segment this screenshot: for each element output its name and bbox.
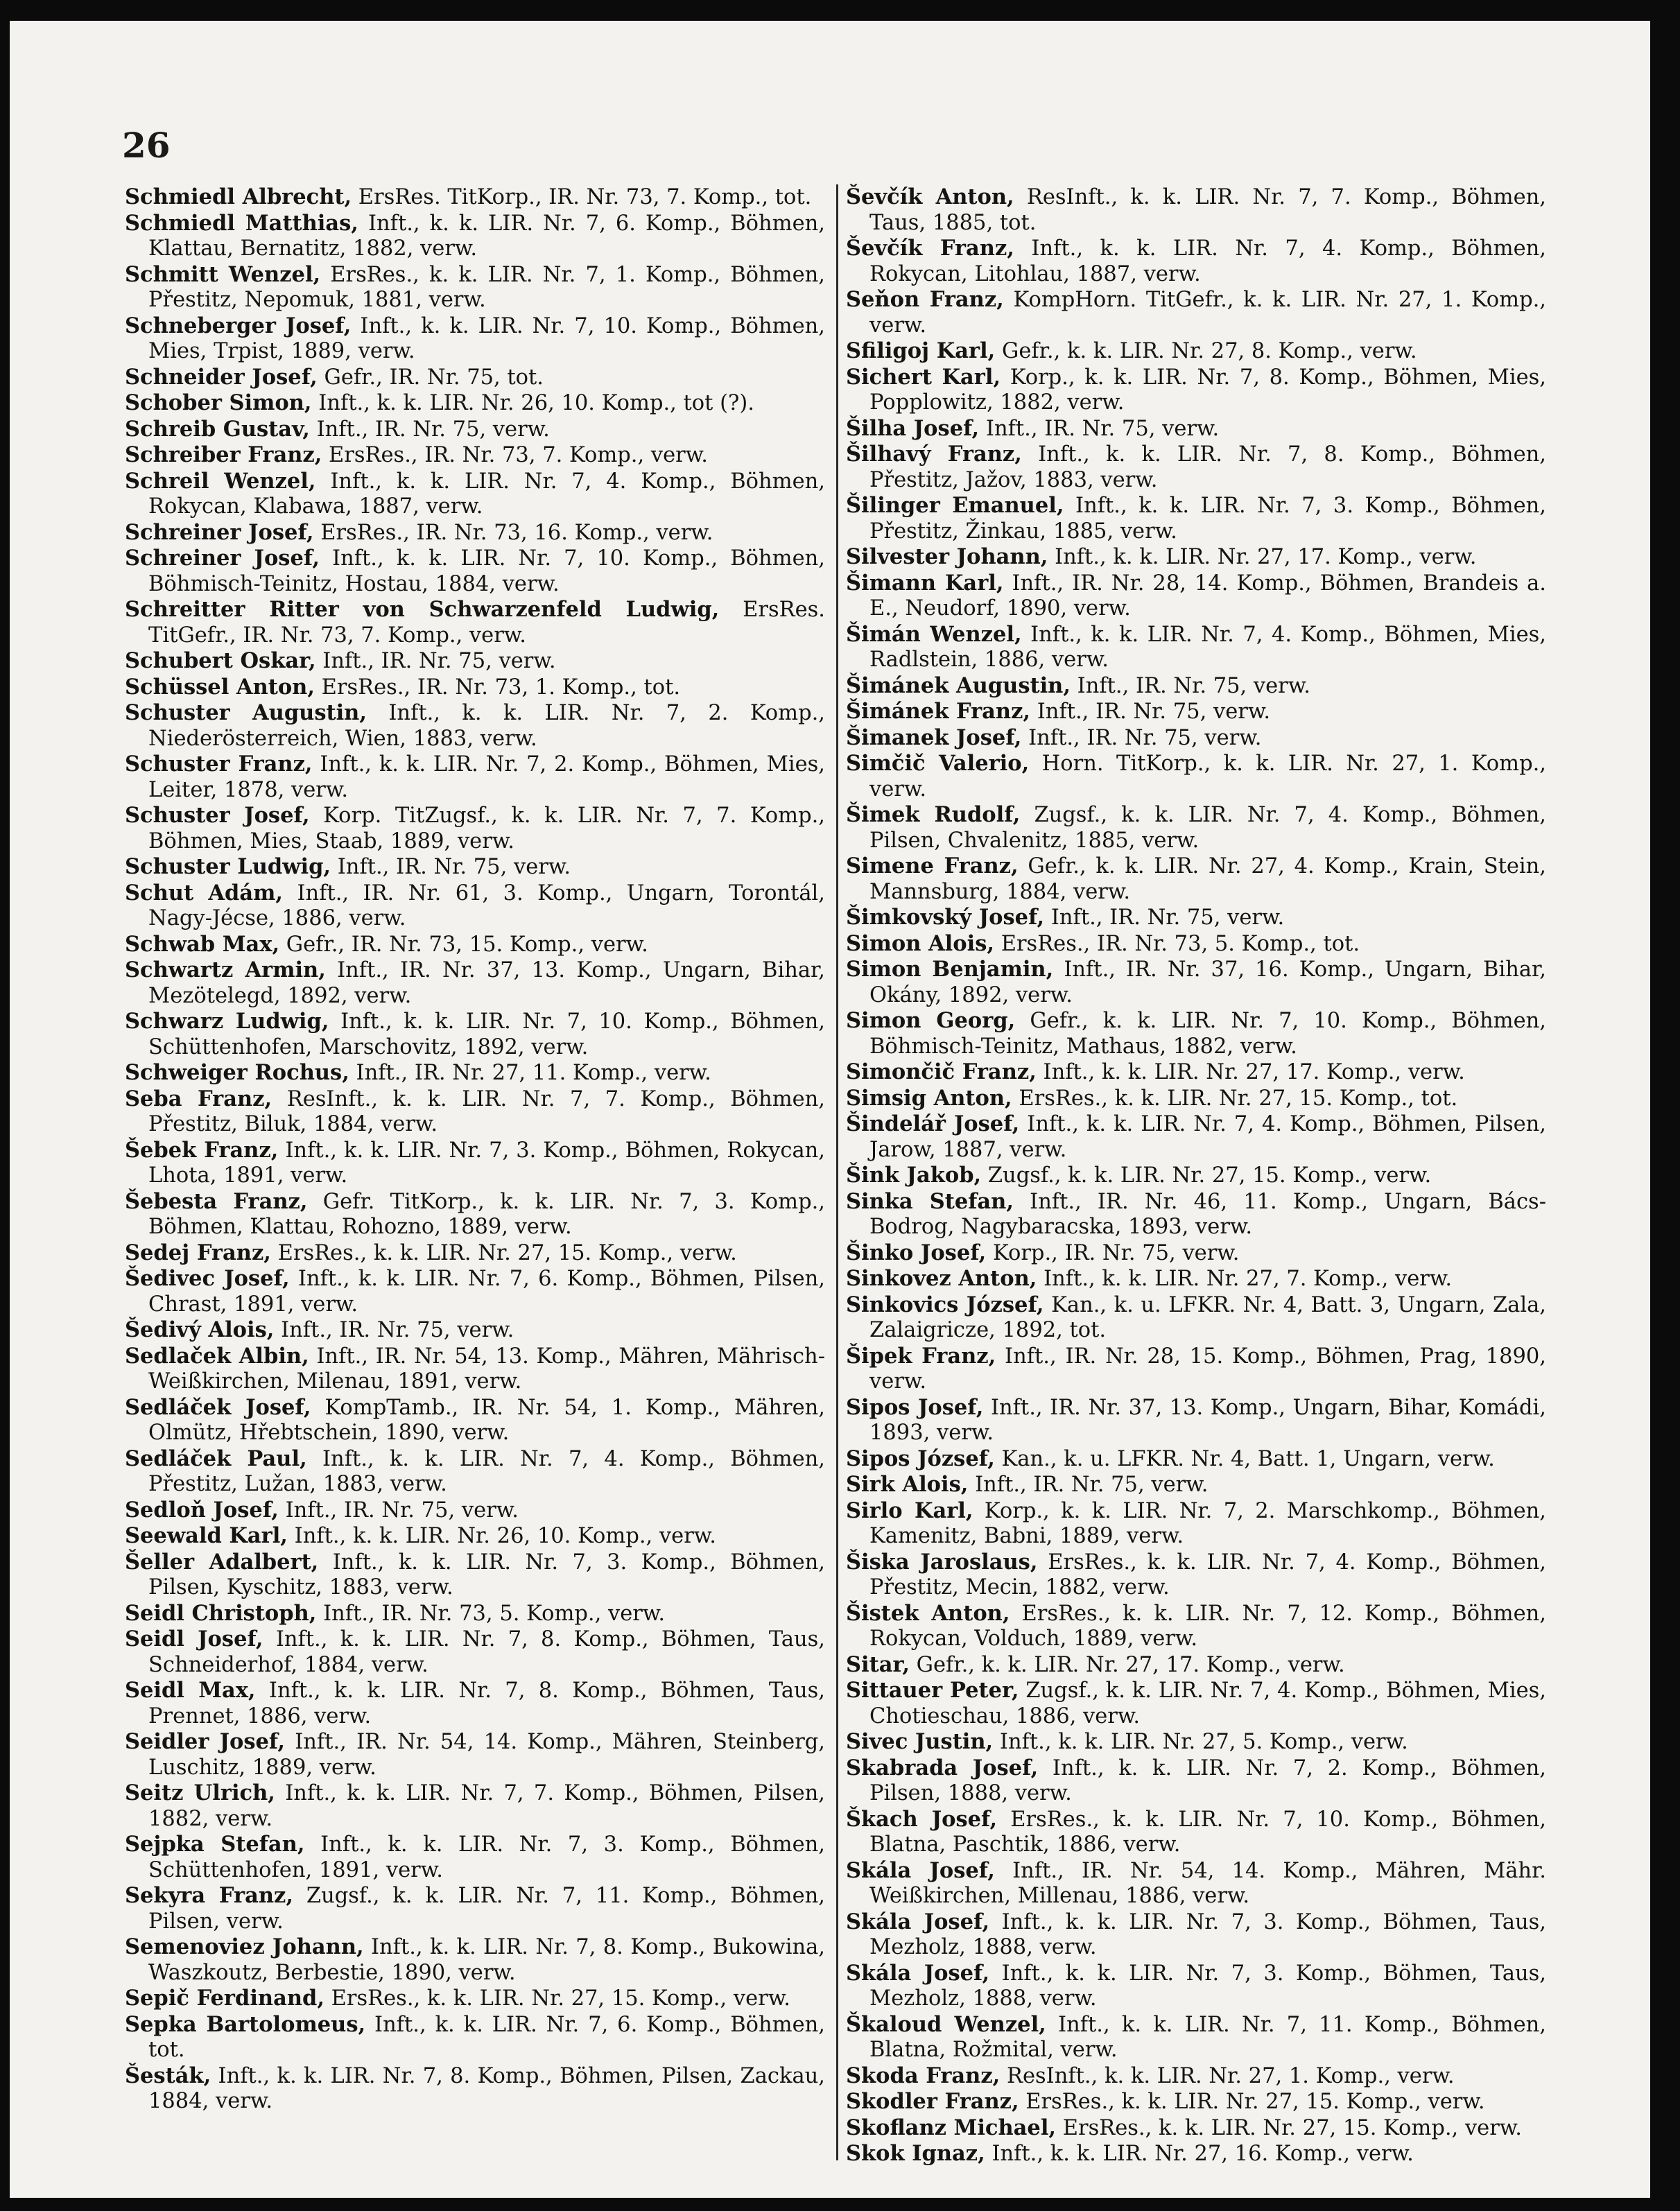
entry-details: Inft., IR. Nr. 37, 16. Komp., Ungarn, Bihar, Okány, 1892, verw. bbox=[869, 957, 1546, 1007]
list-item bbox=[846, 1498, 1546, 1550]
entry-name: Šimek Rudolf, bbox=[846, 802, 1021, 827]
entry-name: Sejpka Stefan, bbox=[125, 1832, 305, 1857]
entry-details: Inft., k. k. LIR. Nr. 7, 10. Komp., Böhmen, Mies, Trpist, 1889, verw. bbox=[148, 313, 825, 363]
list-item bbox=[125, 957, 825, 1009]
list-item bbox=[125, 546, 825, 597]
list-item bbox=[846, 751, 1546, 802]
list-item bbox=[125, 597, 825, 648]
entry-details: Gefr., k. k. LIR. Nr. 27, 17. Komp., verw. bbox=[916, 1652, 1345, 1677]
list-item bbox=[846, 1472, 1546, 1498]
entry-details: Inft., IR. Nr. 37, 13. Komp., Ungarn, Bihar, Mezötelegd, 1892, verw. bbox=[148, 958, 825, 1008]
list-item bbox=[125, 390, 825, 417]
entry-name: Skála Josef, bbox=[846, 1857, 995, 1883]
entry-details: Gefr., k. k. LIR. Nr. 27, 8. Komp., verw. bbox=[1001, 339, 1417, 363]
entry-name: Sedláček Josef, bbox=[125, 1394, 311, 1420]
page bbox=[10, 21, 1650, 2198]
list-item bbox=[125, 1832, 825, 1883]
list-item bbox=[846, 931, 1546, 957]
list-item bbox=[846, 338, 1546, 365]
entry-name: Schuster Ludwig, bbox=[125, 854, 331, 879]
entry-name: Schuster Josef, bbox=[125, 803, 310, 828]
list-item bbox=[125, 1523, 825, 1550]
entry-details: Inft., IR. Nr. 54, 14. Komp., Mähren, Steinberg, Luschitz, 1889, verw. bbox=[148, 1730, 825, 1780]
list-item bbox=[846, 1086, 1546, 1112]
entry-details: Inft., IR. Nr. 27, 11. Komp., verw. bbox=[356, 1061, 711, 1085]
entry-name: Šilhavý Franz, bbox=[846, 442, 1022, 467]
entry-name: Schüssel Anton, bbox=[125, 674, 315, 700]
entry-name: Šebek Franz, bbox=[125, 1137, 279, 1163]
list-item bbox=[125, 700, 825, 752]
entry-details: Inft., k. k. LIR. Nr. 7, 10. Komp., Böhmen, Schüttenhofen, Marschovitz, 1892, verw. bbox=[148, 1009, 825, 1059]
entry-name: Schwarz Ludwig, bbox=[125, 1009, 329, 1034]
entry-name: Šesták, bbox=[125, 2063, 211, 2088]
entry-name: Simon Benjamin, bbox=[846, 957, 1054, 982]
entry-details: Inft., k. k. LIR. Nr. 27, 16. Komp., verw. bbox=[991, 2142, 1414, 2166]
entry-name: Silvester Johann, bbox=[846, 544, 1048, 569]
entry-details: Inft., IR. Nr. 75, verw. bbox=[281, 1318, 514, 1342]
list-item bbox=[125, 2012, 825, 2063]
list-item bbox=[846, 1755, 1546, 1807]
entry-details: ErsRes. TitKorp., IR. Nr. 73, 7. Komp., tot. bbox=[358, 185, 812, 209]
entry-details: Inft., k. k. LIR. Nr. 7, 4. Komp., Böhmen, Přestitz, Lužan, 1883, verw. bbox=[148, 1446, 825, 1496]
entry-name: Schwab Max, bbox=[125, 931, 280, 957]
entry-name: Šimann Karl, bbox=[846, 570, 1004, 596]
entry-name: Schuster Augustin, bbox=[125, 700, 367, 725]
entry-name: Šimánek Franz, bbox=[846, 699, 1031, 724]
entry-name: Seidler Josef, bbox=[125, 1729, 285, 1754]
entry-details: Inft., k. k. LIR. Nr. 27, 17. Komp., verw. bbox=[1043, 1060, 1465, 1084]
entry-name: Šebesta Franz, bbox=[125, 1188, 308, 1214]
entry-details: Korp. TitZugsf., k. k. LIR. Nr. 7, 7. Komp., Böhmen, Mies, Staab, 1889, verw. bbox=[148, 804, 825, 853]
list-item bbox=[846, 1059, 1546, 1086]
entry-name: Sirlo Karl, bbox=[846, 1498, 973, 1523]
entry-name: Schreiner Josef, bbox=[125, 519, 314, 545]
list-item bbox=[125, 211, 825, 262]
list-item bbox=[125, 313, 825, 365]
entry-name: Simsig Anton, bbox=[846, 1085, 1012, 1111]
entry-details: Korp., k. k. LIR. Nr. 7, 2. Marschkomp., Böhmen, Kamenitz, Babni, 1889, verw. bbox=[869, 1498, 1546, 1548]
entry-name: Schreiber Franz, bbox=[125, 442, 322, 467]
list-item bbox=[846, 1395, 1546, 1446]
entry-details: Inft., k. k. LIR. Nr. 7, 8. Komp., Bukowina, Waszkoutz, Berbestie, 1890, verw. bbox=[148, 1935, 825, 1985]
entry-details: Gefr., IR. Nr. 73, 15. Komp., verw. bbox=[286, 932, 648, 957]
entry-name: Schut Adám, bbox=[125, 880, 284, 905]
entry-name: Sedláček Paul, bbox=[125, 1446, 307, 1471]
entry-details: Inft., IR. Nr. 28, 14. Komp., Böhmen, Brandeis a. E., Neudorf, 1890, verw. bbox=[869, 571, 1546, 621]
list-item bbox=[125, 1498, 825, 1524]
list-item bbox=[846, 622, 1546, 673]
page-number: 26 bbox=[122, 125, 171, 166]
entry-name: Sirk Alois, bbox=[846, 1472, 969, 1497]
list-item bbox=[846, 1189, 1546, 1240]
entry-name: Seidl Christoph, bbox=[125, 1600, 317, 1626]
list-item bbox=[846, 1601, 1546, 1652]
entry-details: ErsRes., k. k. LIR. Nr. 27, 15. Komp., verw. bbox=[1062, 2115, 1522, 2140]
entry-name: Šinko Josef, bbox=[846, 1240, 987, 1265]
entry-details: ErsRes., k. k. LIR. Nr. 27, 15. Komp., verw. bbox=[277, 1240, 737, 1265]
entry-details: Inft., IR. Nr. 75, verw. bbox=[316, 417, 550, 442]
entry-name: Šimán Wenzel, bbox=[846, 621, 1022, 647]
entry-details: Inft., IR. Nr. 75, verw. bbox=[285, 1498, 519, 1523]
entry-details: Zugsf., k. k. LIR. Nr. 7, 4. Komp., Böhmen, Pilsen, Chvalenitz, 1885, verw. bbox=[869, 803, 1546, 853]
entry-details: Inft., IR. Nr. 54, 14. Komp., Mähren, Mähr. Weißkirchen, Millenau, 1886, verw. bbox=[869, 1858, 1546, 1908]
entry-name: Sfiligoj Karl, bbox=[846, 338, 996, 363]
entry-details: Inft., IR. Nr. 75, verw. bbox=[1037, 700, 1271, 724]
list-item bbox=[846, 2012, 1546, 2063]
list-item bbox=[846, 287, 1546, 338]
entry-name: Schweiger Rochus, bbox=[125, 1060, 349, 1085]
list-item bbox=[125, 752, 825, 803]
list-item bbox=[125, 184, 825, 211]
list-item bbox=[125, 648, 825, 675]
entry-details: Inft., k. k. LIR. Nr. 7, 2. Komp., Böhmen, Mies, Leiter, 1878, verw. bbox=[148, 752, 825, 802]
list-item bbox=[846, 416, 1546, 442]
list-item bbox=[125, 881, 825, 932]
list-item bbox=[125, 1550, 825, 1601]
entry-name: Sittauer Peter, bbox=[846, 1678, 1019, 1703]
entry-details: Kan., k. u. LFKR. Nr. 4, Batt. 3, Ungarn, Zala, Zalaigricze, 1892, tot. bbox=[869, 1292, 1547, 1342]
entry-details: ErsRes., k. k. LIR. Nr. 27, 15. Komp., verw. bbox=[1025, 2090, 1485, 2114]
entry-details: Inft., k. k. LIR. Nr. 7, 3. Komp., Böhmen, Schüttenhofen, 1891, verw. bbox=[148, 1832, 825, 1882]
entry-details: Inft., k. k. LIR. Nr. 7, 8. Komp., Böhmen, Taus, Prennet, 1886, verw. bbox=[148, 1679, 825, 1728]
list-item bbox=[846, 1858, 1546, 1909]
list-item bbox=[125, 1395, 825, 1446]
entry-details: ErsRes., k. k. LIR. Nr. 7, 4. Komp., Böhmen, Přestitz, Mecin, 1882, verw. bbox=[869, 1550, 1546, 1599]
entry-name: Schmiedl Albrecht, bbox=[125, 184, 352, 209]
entry-name: Ševčík Anton, bbox=[846, 184, 1014, 209]
entry-details: Inft., IR. Nr. 37, 13. Komp., Ungarn, Bihar, Komádi, 1893, verw. bbox=[869, 1395, 1546, 1445]
entry-name: Škaloud Wenzel, bbox=[846, 2011, 1046, 2037]
list-item bbox=[846, 673, 1546, 700]
list-item bbox=[125, 1317, 825, 1344]
entry-details: ErsRes., IR. Nr. 73, 7. Komp., verw. bbox=[329, 443, 708, 467]
entry-details: Inft., IR. Nr. 75, verw. bbox=[337, 855, 571, 879]
entry-name: Schubert Oskar, bbox=[125, 648, 316, 673]
entry-name: Skoflanz Michael, bbox=[846, 2115, 1057, 2140]
entry-name: Seewald Karl, bbox=[125, 1523, 288, 1548]
entry-details: Inft., k. k. LIR. Nr. 26, 10. Komp., verw. bbox=[294, 1524, 716, 1548]
entry-details: Inft., IR. Nr. 75, verw. bbox=[1028, 725, 1262, 750]
entry-details: Zugsf., k. k. LIR. Nr. 27, 15. Komp., verw. bbox=[987, 1163, 1432, 1188]
entry-details: Inft., k. k. LIR. Nr. 7, 6. Komp., Böhmen, tot. bbox=[148, 2012, 825, 2062]
entry-name: Šipek Franz, bbox=[846, 1343, 996, 1369]
list-item bbox=[125, 1729, 825, 1780]
list-item bbox=[846, 2141, 1546, 2167]
entry-name: Sipos József, bbox=[846, 1446, 995, 1471]
list-item bbox=[125, 1780, 825, 1832]
list-item bbox=[125, 1883, 825, 1934]
entry-details: Inft., k. k. LIR. Nr. 7, 3. Komp., Böhmen, Pilsen, Kyschitz, 1883, verw. bbox=[148, 1550, 825, 1599]
list-item bbox=[846, 236, 1546, 287]
entry-details: Inft., IR. Nr. 75, verw. bbox=[1050, 905, 1285, 930]
entry-name: Šink Jakob, bbox=[846, 1163, 982, 1188]
list-item bbox=[846, 853, 1546, 905]
entry-details: Inft., k. k. LIR. Nr. 27, 7. Komp., verw. bbox=[1043, 1267, 1453, 1291]
list-item bbox=[846, 365, 1546, 416]
entry-name: Schober Simon, bbox=[125, 390, 312, 415]
entry-details: Inft., IR. Nr. 61, 3. Komp., Ungarn, Torontál, Nagy-Jécse, 1886, verw. bbox=[148, 881, 825, 930]
list-item bbox=[125, 1189, 825, 1240]
list-item bbox=[846, 1266, 1546, 1292]
entry-name: Schreib Gustav, bbox=[125, 416, 310, 442]
entry-name: Simene Franz, bbox=[846, 853, 1019, 878]
entry-details: Inft., IR. Nr. 75, verw. bbox=[322, 649, 556, 673]
entry-name: Simčič Valerio, bbox=[846, 751, 1030, 776]
list-item bbox=[846, 1292, 1546, 1344]
entry-name: Schmiedl Matthias, bbox=[125, 210, 358, 236]
entry-name: Schreil Wenzel, bbox=[125, 468, 316, 494]
list-item bbox=[125, 803, 825, 854]
list-item bbox=[846, 184, 1546, 236]
entry-name: Sinkovez Anton, bbox=[846, 1266, 1037, 1291]
list-item bbox=[125, 1934, 825, 1986]
entry-name: Simončič Franz, bbox=[846, 1059, 1037, 1084]
entry-name: Schreiner Josef, bbox=[125, 546, 320, 571]
entry-details: ErsRes., IR. Nr. 73, 5. Komp., tot. bbox=[1001, 931, 1360, 956]
entry-details: Gefr., IR. Nr. 75, tot. bbox=[324, 365, 544, 390]
entry-name: Skabrada Josef, bbox=[846, 1755, 1039, 1780]
list-item bbox=[846, 544, 1546, 571]
entry-details: ErsRes., IR. Nr. 73, 16. Komp., verw. bbox=[320, 520, 713, 545]
entry-name: Schuster Franz, bbox=[125, 752, 313, 777]
list-item bbox=[125, 1344, 825, 1395]
entry-details: Inft., IR. Nr. 75, verw. bbox=[1077, 673, 1310, 698]
list-item bbox=[846, 1008, 1546, 1059]
entry-details: Gefr., k. k. LIR. Nr. 27, 4. Komp., Krain, Stein, Mannsburg, 1884, verw. bbox=[869, 854, 1546, 904]
entry-details: Kan., k. u. LFKR. Nr. 4, Batt. 1, Ungarn, verw. bbox=[1001, 1446, 1495, 1471]
list-item bbox=[846, 1678, 1546, 1729]
list-item bbox=[125, 1627, 825, 1678]
list-item bbox=[846, 493, 1546, 544]
list-item bbox=[846, 571, 1546, 622]
entry-name: Sinka Stefan, bbox=[846, 1188, 1014, 1214]
entry-details: Inft., k. k. LIR. Nr. 27, 17. Komp., verw. bbox=[1055, 545, 1477, 569]
list-item bbox=[125, 262, 825, 313]
entry-name: Sekyra Franz, bbox=[125, 1883, 293, 1908]
left-column bbox=[125, 184, 825, 2115]
list-item bbox=[125, 1446, 825, 1498]
entry-details: Korp., IR. Nr. 75, verw. bbox=[993, 1240, 1240, 1265]
list-item bbox=[125, 469, 825, 520]
entry-name: Sichert Karl, bbox=[846, 364, 1001, 390]
entry-details: Inft., k. k. LIR. Nr. 7, 6. Komp., Böhmen, Klattau, Bernatitz, 1882, verw. bbox=[148, 211, 825, 261]
entry-details: ErsRes., k. k. LIR. Nr. 7, 12. Komp., Böhmen, Rokycan, Volduch, 1889, verw. bbox=[869, 1601, 1546, 1651]
list-item bbox=[125, 675, 825, 701]
list-item bbox=[846, 1807, 1546, 1858]
list-item bbox=[846, 957, 1546, 1008]
entry-details: ErsRes. TitGefr., IR. Nr. 73, 7. Komp., verw. bbox=[148, 598, 825, 648]
list-item bbox=[846, 1446, 1546, 1473]
entry-name: Sedlaček Albin, bbox=[125, 1343, 309, 1369]
entry-name: Sedej Franz, bbox=[125, 1240, 271, 1265]
entry-name: Šilinger Emanuel, bbox=[846, 493, 1064, 518]
list-item bbox=[125, 1138, 825, 1189]
list-item bbox=[846, 699, 1546, 725]
entry-name: Schwartz Armin, bbox=[125, 957, 326, 982]
entry-name: Seidl Josef, bbox=[125, 1627, 263, 1651]
entry-details: ErsRes., k. k. LIR. Nr. 27, 15. Komp., verw. bbox=[331, 1986, 790, 2011]
entry-name: Šistek Anton, bbox=[846, 1600, 1010, 1626]
entry-details: ErsRes., k. k. LIR. Nr. 7, 1. Komp., Böhmen, Přestitz, Nepomuk, 1881, verw. bbox=[148, 262, 825, 312]
entry-name: Semenoviez Johann, bbox=[125, 1934, 364, 1959]
list-item bbox=[125, 2063, 825, 2115]
entry-details: Inft., IR. Nr. 75, verw. bbox=[985, 416, 1220, 441]
entry-details: Gefr., k. k. LIR. Nr. 7, 10. Komp., Böhmen, Böhmisch-Teinitz, Mathaus, 1882, verw. bbox=[869, 1009, 1546, 1059]
list-item bbox=[846, 725, 1546, 752]
entry-name: Simon Georg, bbox=[846, 1008, 1016, 1033]
list-item bbox=[125, 1240, 825, 1267]
entry-details: Inft., k. k. LIR. Nr. 26, 10. Komp., tot (?). bbox=[318, 391, 754, 415]
entry-name: Šedivý Alois, bbox=[125, 1317, 275, 1342]
right-column bbox=[846, 184, 1546, 2167]
entry-name: Seitz Ulrich, bbox=[125, 1780, 275, 1805]
entry-name: Sepič Ferdinand, bbox=[125, 1986, 324, 2011]
entry-name: Seba Franz, bbox=[125, 1086, 272, 1111]
entry-details: Inft., k. k. LIR. Nr. 27, 5. Komp., verw. bbox=[999, 1730, 1408, 1754]
entry-details: Inft., k. k. LIR. Nr. 7, 4. Komp., Böhmen, Rokycan, Litohlau, 1887, verw. bbox=[869, 236, 1546, 286]
list-item bbox=[125, 1601, 825, 1627]
list-item bbox=[125, 1009, 825, 1060]
entry-details: Inft., k. k. LIR. Nr. 7, 4. Komp., Böhmen, Mies, Radlstein, 1886, verw. bbox=[869, 622, 1546, 672]
list-item bbox=[846, 2089, 1546, 2115]
entry-name: Šiska Jaroslaus, bbox=[846, 1549, 1038, 1575]
entry-details: Inft., IR. Nr. 73, 5. Komp., verw. bbox=[323, 1601, 666, 1626]
entry-name: Ševčík Franz, bbox=[846, 236, 1014, 261]
list-item bbox=[846, 1652, 1546, 1679]
entry-details: ErsRes., IR. Nr. 73, 1. Komp., tot. bbox=[321, 675, 681, 700]
entry-details: Inft., k. k. LIR. Nr. 7, 3. Komp., Böhmen, Taus, Mezholz, 1888, verw. bbox=[869, 1961, 1546, 2011]
entry-name: Seňon Franz, bbox=[846, 287, 1004, 312]
entry-details: Inft., k. k. LIR. Nr. 7, 3. Komp., Böhmen, Přestitz, Žinkau, 1885, verw. bbox=[869, 494, 1546, 544]
entry-details: Inft., k. k. LIR. Nr. 7, 4. Komp., Böhmen, Rokycan, Klabawa, 1887, verw. bbox=[148, 469, 825, 519]
list-item bbox=[846, 1961, 1546, 2012]
list-item bbox=[125, 1086, 825, 1138]
list-item bbox=[125, 1678, 825, 1729]
list-item bbox=[125, 442, 825, 469]
entry-details: Inft., k. k. LIR. Nr. 7, 2. Komp., Niederösterreich, Wien, 1883, verw. bbox=[148, 701, 825, 751]
list-item bbox=[846, 905, 1546, 931]
entry-name: Schreitter Ritter von Schwarzenfeld Ludwig, bbox=[125, 597, 720, 622]
entry-name: Seidl Max, bbox=[125, 1678, 256, 1703]
entry-name: Schneberger Josef, bbox=[125, 313, 352, 338]
list-item bbox=[125, 1266, 825, 1317]
entry-name: Sivec Justin, bbox=[846, 1729, 994, 1754]
list-item bbox=[846, 1111, 1546, 1163]
entry-details: ResInft., k. k. LIR. Nr. 7, 7. Komp., Böhmen, Taus, 1885, tot. bbox=[869, 185, 1546, 235]
entry-details: Inft., k. k. LIR. Nr. 7, 8. Komp., Böhmen, Taus, Schneiderhof, 1884, verw. bbox=[148, 1627, 825, 1677]
list-item bbox=[125, 1060, 825, 1086]
entry-name: Šeller Adalbert, bbox=[125, 1549, 319, 1575]
list-item bbox=[846, 1240, 1546, 1267]
list-item bbox=[125, 1986, 825, 2012]
entry-name: Simon Alois, bbox=[846, 930, 994, 956]
list-item bbox=[846, 2115, 1546, 2142]
entry-name: Šedivec Josef, bbox=[125, 1266, 290, 1291]
entry-details: Inft., k. k. LIR. Nr. 7, 3. Komp., Böhmen, Rokycan, Lhota, 1891, verw. bbox=[148, 1138, 826, 1188]
entry-details: Inft., k. k. LIR. Nr. 7, 8. Komp., Böhmen, Pilsen, Zackau, 1884, verw. bbox=[148, 2063, 825, 2113]
entry-details: Inft., IR. Nr. 75, verw. bbox=[975, 1473, 1209, 1497]
entry-name: Šimánek Augustin, bbox=[846, 673, 1071, 698]
entry-details: Horn. TitKorp., k. k. LIR. Nr. 27, 1. Komp., verw. bbox=[869, 752, 1546, 801]
entry-details: Inft., IR. Nr. 46, 11. Komp., Ungarn, Bács-Bodrog, Nagybaracska, 1893, verw. bbox=[869, 1189, 1546, 1239]
list-item bbox=[846, 1344, 1546, 1395]
column-divider bbox=[836, 184, 838, 2160]
entry-details: ResInft., k. k. LIR. Nr. 7, 7. Komp., Böhmen, Přestitz, Biluk, 1884, verw. bbox=[148, 1086, 825, 1136]
list-item bbox=[846, 442, 1546, 493]
entry-name: Sinkovics József, bbox=[846, 1292, 1044, 1317]
entry-name: Škach Josef, bbox=[846, 1806, 998, 1832]
entry-details: KompHorn. TitGefr., k. k. LIR. Nr. 27, 1. Komp., verw. bbox=[869, 288, 1546, 338]
entry-name: Schneider Josef, bbox=[125, 364, 318, 390]
list-item bbox=[846, 802, 1546, 853]
entry-details: ResInft., k. k. LIR. Nr. 27, 1. Komp., verw. bbox=[1006, 2063, 1455, 2088]
entry-name: Šilha Josef, bbox=[846, 415, 980, 441]
list-item bbox=[125, 365, 825, 391]
list-item bbox=[846, 1163, 1546, 1189]
list-item bbox=[846, 2063, 1546, 2090]
entry-name: Sepka Bartolomeus, bbox=[125, 2011, 366, 2037]
entry-details: Zugsf., k. k. LIR. Nr. 7, 11. Komp., Böhmen, Pilsen, verw. bbox=[148, 1884, 825, 1934]
entry-details: Inft., IR. Nr. 28, 15. Komp., Böhmen, Prag, 1890, verw. bbox=[869, 1344, 1546, 1394]
entry-name: Sedloň Josef, bbox=[125, 1497, 279, 1523]
entry-details: KompTamb., IR. Nr. 54, 1. Komp., Mähren, Olmütz, Hřebtschein, 1890, verw. bbox=[148, 1395, 825, 1445]
list-item bbox=[846, 1729, 1546, 1755]
list-item bbox=[125, 520, 825, 546]
list-item bbox=[125, 854, 825, 881]
entry-name: Skála Josef, bbox=[846, 1909, 990, 1934]
list-item bbox=[125, 932, 825, 958]
entry-details: Inft., k. k. LIR. Nr. 7, 4. Komp., Böhmen, Pilsen, Jarow, 1887, verw. bbox=[869, 1112, 1546, 1162]
entry-details: Inft., k. k. LIR. Nr. 7, 3. Komp., Böhmen, Taus, Mezholz, 1888, verw. bbox=[869, 1909, 1546, 1959]
entry-name: Sitar, bbox=[846, 1651, 910, 1677]
entry-details: Inft., k. k. LIR. Nr. 7, 2. Komp., Böhmen, Pilsen, 1888, verw. bbox=[869, 1755, 1546, 1805]
entry-details: ErsRes., k. k. LIR. Nr. 7, 10. Komp., Böhmen, Blatna, Paschtik, 1886, verw. bbox=[869, 1807, 1546, 1857]
entry-name: Šindelář Josef, bbox=[846, 1111, 1020, 1136]
entry-name: Šimkovský Josef, bbox=[846, 905, 1045, 930]
entry-name: Skoda Franz, bbox=[846, 2063, 1001, 2088]
entry-details: ErsRes., k. k. LIR. Nr. 27, 15. Komp., tot. bbox=[1019, 1086, 1458, 1111]
entry-details: Zugsf., k. k. LIR. Nr. 7, 4. Komp., Böhmen, Mies, Chotieschau, 1886, verw. bbox=[869, 1679, 1546, 1728]
entry-name: Sipos Josef, bbox=[846, 1394, 984, 1420]
entry-details: Gefr. TitKorp., k. k. LIR. Nr. 7, 3. Komp., Böhmen, Klattau, Rohozno, 1889, verw. bbox=[148, 1189, 825, 1239]
list-item bbox=[846, 1909, 1546, 1961]
entry-name: Skála Josef, bbox=[846, 1960, 990, 1986]
entry-details: Inft., k. k. LIR. Nr. 7, 10. Komp., Böhmen, Böhmisch-Teinitz, Hostau, 1884, verw. bbox=[148, 546, 825, 596]
entry-details: Korp., k. k. LIR. Nr. 7, 8. Komp., Böhmen, Mies, Popplowitz, 1882, verw. bbox=[869, 365, 1546, 415]
list-item bbox=[125, 417, 825, 443]
entry-name: Skok Ignaz, bbox=[846, 2141, 985, 2166]
entry-details: Inft., k. k. LIR. Nr. 7, 6. Komp., Böhmen, Pilsen, Chrast, 1891, verw. bbox=[148, 1267, 825, 1317]
entry-name: Skodler Franz, bbox=[846, 2089, 1019, 2114]
entry-details: Inft., IR. Nr. 54, 13. Komp., Mähren, Mährisch-Weißkirchen, Milenau, 1891, verw. bbox=[148, 1344, 825, 1394]
entry-details: Inft., k. k. LIR. Nr. 7, 11. Komp., Böhmen, Blatna, Rožmital, verw. bbox=[869, 2012, 1546, 2062]
entry-name: Šimanek Josef, bbox=[846, 725, 1022, 750]
list-item bbox=[846, 1550, 1546, 1601]
entry-details: Inft., k. k. LIR. Nr. 7, 8. Komp., Böhmen, Přestitz, Jažov, 1883, verw. bbox=[869, 442, 1546, 492]
entry-name: Schmitt Wenzel, bbox=[125, 261, 321, 287]
entry-details: Inft., k. k. LIR. Nr. 7, 7. Komp., Böhmen, Pilsen, 1882, verw. bbox=[148, 1781, 826, 1831]
